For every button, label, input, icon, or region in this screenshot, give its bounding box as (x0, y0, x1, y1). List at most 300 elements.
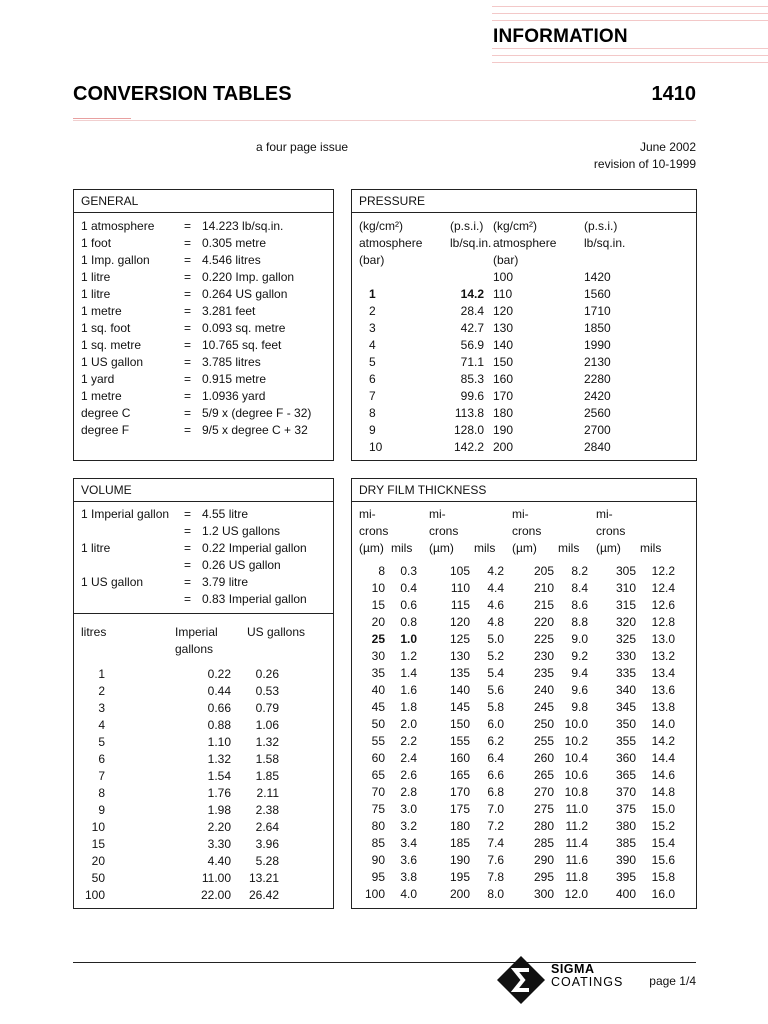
dft-header-cell: mi- (512, 507, 529, 521)
pressure-row (359, 405, 674, 422)
volume-cell: 100 (84, 888, 105, 902)
dft-cell: 155 (449, 734, 470, 748)
dft-cell: 235 (533, 666, 554, 680)
dft-cell: 275 (533, 802, 554, 816)
volume-conversion-cell: 1.2 US gallons (202, 524, 281, 538)
section-label: INFORMATION (493, 26, 628, 47)
volume-conversion-cell: = (184, 592, 192, 606)
dft-cell: 390 (615, 853, 636, 867)
dft-cell: 195 (449, 870, 470, 884)
dft-cell: 0.8 (400, 615, 417, 629)
dft-header-cell: crons (512, 524, 542, 538)
dft-header-cell: mils (391, 541, 413, 555)
pressure-cell: 2 (369, 304, 376, 318)
dft-cell: 6.4 (487, 751, 504, 765)
dft-header-cell: mils (640, 541, 662, 555)
volume-conversion-cell: = (184, 558, 192, 572)
dft-cell: 385 (615, 836, 636, 850)
dft-cell: 1.4 (400, 666, 417, 680)
pressure-cell: 1710 (584, 304, 611, 318)
dft-cell: 185 (449, 836, 470, 850)
dft-header-cell: crons (596, 524, 626, 538)
pressure-cell: 150 (493, 355, 514, 369)
dft-cell: 215 (533, 598, 554, 612)
pressure-cell: 14.2 (460, 287, 484, 301)
dft-cell: 4.2 (487, 564, 504, 578)
volume-cell: 0.26 (255, 667, 279, 681)
dft-header-cell: (µm) (512, 541, 537, 555)
general-cell: 10.765 sq. feet (202, 338, 282, 352)
dft-cell: 6.0 (487, 717, 504, 731)
dft-header-cell: mi- (429, 507, 446, 521)
dft-cell: 15.6 (651, 853, 675, 867)
dft-cell: 55 (371, 734, 385, 748)
general-row (81, 354, 311, 371)
dft-cell: 115 (450, 598, 470, 612)
dft-cell: 2.8 (400, 785, 417, 799)
volume-cell: 13.21 (248, 871, 279, 885)
volume-cell: 6 (98, 752, 105, 766)
pressure-cell: 142.2 (453, 440, 484, 454)
pressure-cell: 113.8 (454, 406, 484, 420)
dft-cell: 4.8 (487, 615, 504, 629)
dft-cell: 14.2 (651, 734, 675, 748)
dft-cell: 0.6 (400, 598, 417, 612)
dft-cell: 395 (615, 870, 636, 884)
volume-row (81, 802, 317, 819)
dft-cell: 1.0 (400, 632, 417, 646)
dft-cell: 295 (533, 870, 554, 884)
volume-cell: 1.32 (207, 752, 231, 766)
volume-row (81, 700, 317, 717)
dft-cell: 335 (615, 666, 636, 680)
dft-cell: 7.2 (487, 819, 504, 833)
pressure-cell: 160 (493, 372, 514, 386)
dft-header-cell (640, 506, 677, 523)
brand-line-2: COATINGS (551, 975, 624, 989)
general-cell: = (184, 287, 192, 301)
document-number: 1410 (651, 83, 696, 105)
dft-cell: 255 (533, 734, 554, 748)
pressure-cell: 7 (369, 389, 376, 403)
volume-conversion-cell: = (184, 507, 192, 521)
dft-cell: 240 (533, 683, 554, 697)
dft-cell: 11.4 (565, 836, 588, 850)
volume-panel (73, 478, 334, 909)
dft-cell: 5.2 (487, 649, 504, 663)
volume-row (81, 683, 317, 700)
dft-cell: 285 (533, 836, 554, 850)
pressure-header-cell: atmosphere (493, 236, 557, 250)
volume-cell: 2.38 (255, 803, 279, 817)
general-cell: = (184, 338, 192, 352)
title-accent (73, 118, 131, 119)
volume-conversion-cell: 4.55 litre (202, 507, 249, 521)
dft-cell: 105 (449, 564, 470, 578)
dft-cell: 245 (533, 700, 554, 714)
dft-cell: 13.2 (651, 649, 675, 663)
general-row (81, 269, 311, 286)
pressure-cell: 180 (493, 406, 514, 420)
dft-cell: 365 (615, 768, 636, 782)
general-cell: 1 Imp. gallon (81, 253, 150, 267)
volume-conversion-row (81, 591, 307, 608)
volume-conversion-row (81, 557, 307, 574)
volume-cell: 4.40 (207, 854, 231, 868)
dft-cell: 5.0 (487, 632, 504, 646)
page-number: page 1/4 (649, 974, 696, 988)
general-row (81, 405, 311, 422)
pressure-cell: 140 (493, 338, 514, 352)
dft-cell: 9.2 (571, 649, 588, 663)
dft-cell: 14.4 (651, 751, 675, 765)
general-cell: degree C (81, 406, 131, 420)
general-cell: 0.093 sq. metre (202, 321, 286, 335)
dft-cell: 305 (615, 564, 636, 578)
pressure-cell: 56.9 (460, 338, 484, 352)
volume-row (81, 717, 317, 734)
volume-conversion-row (81, 506, 307, 523)
general-cell: 9/5 x degree C + 32 (202, 423, 308, 437)
dft-header-cell (474, 523, 512, 540)
general-row (81, 320, 311, 337)
dft-cell: 2.4 (400, 751, 417, 765)
volume-cell: 5.28 (255, 854, 279, 868)
pressure-cell: 6 (369, 372, 376, 386)
volume-conversion-cell: 1 US gallon (81, 575, 144, 589)
dft-cell: 14.8 (651, 785, 675, 799)
dft-row (359, 784, 677, 801)
general-cell: = (184, 236, 192, 250)
dft-cell: 0.3 (400, 564, 417, 578)
pressure-cell: 9 (369, 423, 376, 437)
title-divider (73, 120, 696, 121)
pressure-row (359, 286, 674, 303)
volume-row (81, 785, 317, 802)
general-row (81, 337, 311, 354)
volume-conversion-cell: = (184, 575, 192, 589)
volume-header-cell (247, 641, 317, 658)
volume-row (81, 734, 317, 751)
dft-header-cell: mils (474, 541, 496, 555)
dft-header-cell: mi- (359, 507, 376, 521)
dft-header-row (359, 523, 677, 540)
dft-cell: 9.6 (571, 683, 588, 697)
dft-cell: 70 (371, 785, 385, 799)
volume-cell: 5 (98, 735, 105, 749)
pressure-header-cell: lb/sq.in. (584, 236, 626, 250)
pressure-cell: 42.7 (460, 321, 484, 335)
issue-date: June 2002 (639, 140, 696, 154)
dft-cell: 4.6 (487, 598, 504, 612)
general-panel (73, 189, 334, 461)
volume-cell: 2 (98, 684, 105, 698)
pressure-cell: 1850 (584, 321, 611, 335)
dft-cell: 10.2 (564, 734, 588, 748)
dft-cell: 2.0 (400, 717, 417, 731)
general-title: GENERAL (74, 190, 333, 213)
pressure-cell: 2420 (584, 389, 611, 403)
dft-row (359, 648, 677, 665)
dft-cell: 14.0 (651, 717, 675, 731)
pressure-header-cell: (kg/cm²) (493, 219, 537, 233)
dft-cell: 6.6 (487, 768, 504, 782)
pressure-table (359, 218, 674, 456)
spacer-cell (81, 658, 175, 666)
dft-title: DRY FILM THICKNESS (352, 479, 696, 502)
dft-cell: 3.0 (400, 802, 417, 816)
general-row (81, 388, 311, 405)
general-cell: 1 metre (81, 304, 122, 318)
volume-cell: 2.11 (256, 786, 279, 800)
dft-cell: 210 (533, 581, 554, 595)
general-row (81, 252, 311, 269)
dft-cell: 5.8 (487, 700, 504, 714)
dft-cell: 340 (615, 683, 636, 697)
pressure-cell: 1 (369, 287, 376, 301)
dft-cell: 95 (371, 870, 385, 884)
general-cell: = (184, 389, 192, 403)
dft-cell: 8 (378, 564, 385, 578)
volume-conversion-cell (81, 557, 184, 574)
dft-cell: 270 (533, 785, 554, 799)
volume-header-row (81, 641, 317, 658)
volume-cell: 8 (98, 786, 105, 800)
dft-cell: 10.4 (564, 751, 588, 765)
dft-cell: 180 (449, 819, 470, 833)
dft-row (359, 818, 677, 835)
dft-cell: 230 (533, 649, 554, 663)
dft-cell: 8.8 (571, 615, 588, 629)
dft-header-cell (391, 506, 429, 523)
pressure-row (359, 422, 674, 439)
pressure-cell: 100 (493, 270, 514, 284)
volume-conversion-cell: 1 Imperial gallon (81, 507, 170, 521)
dft-cell: 25 (371, 632, 385, 646)
general-cell: 1 yard (81, 372, 115, 386)
volume-cell: 20 (91, 854, 105, 868)
volume-conversion-row (81, 523, 307, 540)
volume-cell: 0.53 (255, 684, 279, 698)
volume-header-cell: gallons (175, 642, 214, 656)
dft-cell: 16.0 (651, 887, 675, 901)
general-row (81, 371, 311, 388)
dft-cell: 11.8 (565, 870, 588, 884)
volume-header-cell: Imperial (175, 625, 218, 639)
dft-row (359, 750, 677, 767)
pressure-cell: 110 (493, 287, 513, 301)
general-cell: 1.0936 yard (202, 389, 266, 403)
dft-cell: 1.8 (400, 700, 417, 714)
volume-conversions (81, 506, 307, 608)
pressure-cell: 85.3 (460, 372, 484, 386)
pressure-panel (351, 189, 697, 461)
dft-cell: 400 (615, 887, 636, 901)
dft-cell: 50 (371, 717, 385, 731)
dft-cell: 200 (449, 887, 470, 901)
volume-conversion-cell: 1 litre (81, 541, 111, 555)
pressure-cell: 2560 (584, 406, 611, 420)
general-cell: 0.305 metre (202, 236, 267, 250)
dft-header-cell: mils (558, 541, 580, 555)
pressure-cell: 130 (493, 321, 514, 335)
dft-cell: 12.6 (651, 598, 675, 612)
dft-cell: 4.0 (400, 887, 417, 901)
pressure-header-cell: lb/sq.in. (450, 236, 492, 250)
dft-cell: 3.4 (400, 836, 417, 850)
general-cell: 1 sq. metre (81, 338, 142, 352)
dft-cell: 110 (450, 581, 470, 595)
dft-row (359, 716, 677, 733)
volume-row (81, 666, 317, 683)
volume-conversion-cell: 3.79 litre (202, 575, 249, 589)
volume-row (81, 853, 317, 870)
dft-cell: 6.2 (487, 734, 504, 748)
pressure-cell: 190 (493, 423, 514, 437)
dft-header-cell (558, 506, 596, 523)
dft-cell: 10.8 (564, 785, 588, 799)
dft-cell: 170 (449, 785, 470, 799)
dft-cell: 175 (449, 802, 470, 816)
volume-cell: 4 (98, 718, 105, 732)
pressure-cell: 1560 (584, 287, 611, 301)
dft-table (359, 506, 677, 903)
volume-cell: 3 (98, 701, 105, 715)
dft-row (359, 580, 677, 597)
dft-header-cell (640, 523, 677, 540)
pressure-row (359, 388, 674, 405)
pressure-row (359, 439, 674, 456)
dft-row (359, 801, 677, 818)
volume-conversion-row (81, 540, 307, 557)
dft-cell: 30 (371, 649, 385, 663)
dft-cell: 260 (533, 751, 554, 765)
volume-cell: 1.54 (207, 769, 231, 783)
volume-conversion-cell (81, 523, 184, 540)
volume-cell: 1.98 (207, 803, 231, 817)
pressure-cell: 8 (369, 406, 376, 420)
pressure-header-cell: (kg/cm²) (359, 219, 403, 233)
dft-header-row (359, 506, 677, 523)
dft-cell: 15.0 (651, 802, 675, 816)
dft-row (359, 699, 677, 716)
dft-cell: 1.6 (400, 683, 417, 697)
dft-cell: 11.2 (565, 819, 588, 833)
pressure-cell: 200 (493, 440, 514, 454)
dft-cell: 12.2 (651, 564, 675, 578)
dft-cell: 0.4 (400, 581, 417, 595)
volume-row (81, 870, 317, 887)
dft-cell: 8.6 (571, 598, 588, 612)
dft-cell: 140 (449, 683, 470, 697)
dft-cell: 8.0 (487, 887, 504, 901)
volume-header-row (81, 624, 317, 641)
pressure-cell: 2280 (584, 372, 611, 386)
general-cell: 3.281 feet (202, 304, 256, 318)
issue-note: a four page issue (256, 140, 349, 154)
pressure-header-row (359, 252, 674, 269)
dft-cell: 375 (615, 802, 636, 816)
volume-title: VOLUME (74, 479, 333, 502)
volume-cell: 26.42 (248, 888, 279, 902)
dft-row (359, 869, 677, 886)
pressure-cell: 1990 (584, 338, 611, 352)
dft-cell: 265 (533, 768, 554, 782)
pressure-header-cell (584, 252, 674, 269)
pressure-cell: 2130 (584, 355, 611, 369)
volume-row (81, 768, 317, 785)
volume-header-cell: US gallons (247, 625, 306, 639)
dft-row (359, 597, 677, 614)
pressure-header-row (359, 235, 674, 252)
volume-cell: 1.32 (255, 735, 279, 749)
dft-row (359, 563, 677, 580)
general-cell: = (184, 321, 192, 335)
volume-cell: 22.00 (200, 888, 231, 902)
general-cell: = (184, 219, 192, 233)
pressure-title: PRESSURE (352, 190, 696, 213)
general-row (81, 286, 311, 303)
dft-cell: 9.0 (571, 632, 588, 646)
general-cell: = (184, 406, 192, 420)
pressure-row (359, 354, 674, 371)
dft-cell: 130 (449, 649, 470, 663)
pressure-cell: 3 (369, 321, 376, 335)
general-cell: 1 US gallon (81, 355, 144, 369)
volume-cell: 1.06 (255, 718, 279, 732)
dft-cell: 220 (533, 615, 554, 629)
dft-cell: 150 (449, 717, 470, 731)
pressure-cell: 170 (493, 389, 514, 403)
dft-header-cell (391, 523, 429, 540)
general-row (81, 235, 311, 252)
dft-cell: 370 (615, 785, 636, 799)
volume-cell: 0.22 (207, 667, 231, 681)
dft-cell: 15.2 (651, 819, 675, 833)
volume-row (81, 819, 317, 836)
dft-cell: 75 (371, 802, 385, 816)
dft-cell: 10.0 (564, 717, 588, 731)
volume-cell: 11.00 (201, 871, 231, 885)
general-cell: 4.546 litres (202, 253, 261, 267)
pressure-row (359, 371, 674, 388)
pressure-cell: 10 (369, 440, 383, 454)
dft-cell: 5.6 (487, 683, 504, 697)
general-row (81, 303, 311, 320)
dft-header-cell (474, 506, 512, 523)
dft-cell: 355 (615, 734, 636, 748)
pressure-header-row (359, 218, 674, 235)
volume-row (81, 836, 317, 853)
dft-cell: 12.8 (651, 615, 675, 629)
pressure-row (359, 269, 674, 286)
dft-cell: 145 (449, 700, 470, 714)
pressure-cell: 4 (369, 338, 376, 352)
dft-cell: 225 (533, 632, 554, 646)
pressure-cell (359, 269, 450, 286)
volume-conversion-cell: 0.26 US gallon (202, 558, 281, 572)
pressure-row (359, 337, 674, 354)
dft-cell: 12.4 (651, 581, 675, 595)
pressure-cell: 2840 (584, 440, 611, 454)
dft-row (359, 733, 677, 750)
general-cell: = (184, 253, 192, 267)
general-cell: 1 metre (81, 389, 122, 403)
general-row (81, 218, 311, 235)
sigma-coatings-logo-icon (496, 955, 546, 1005)
volume-cell: 15 (91, 837, 105, 851)
dft-cell: 8.4 (571, 581, 588, 595)
